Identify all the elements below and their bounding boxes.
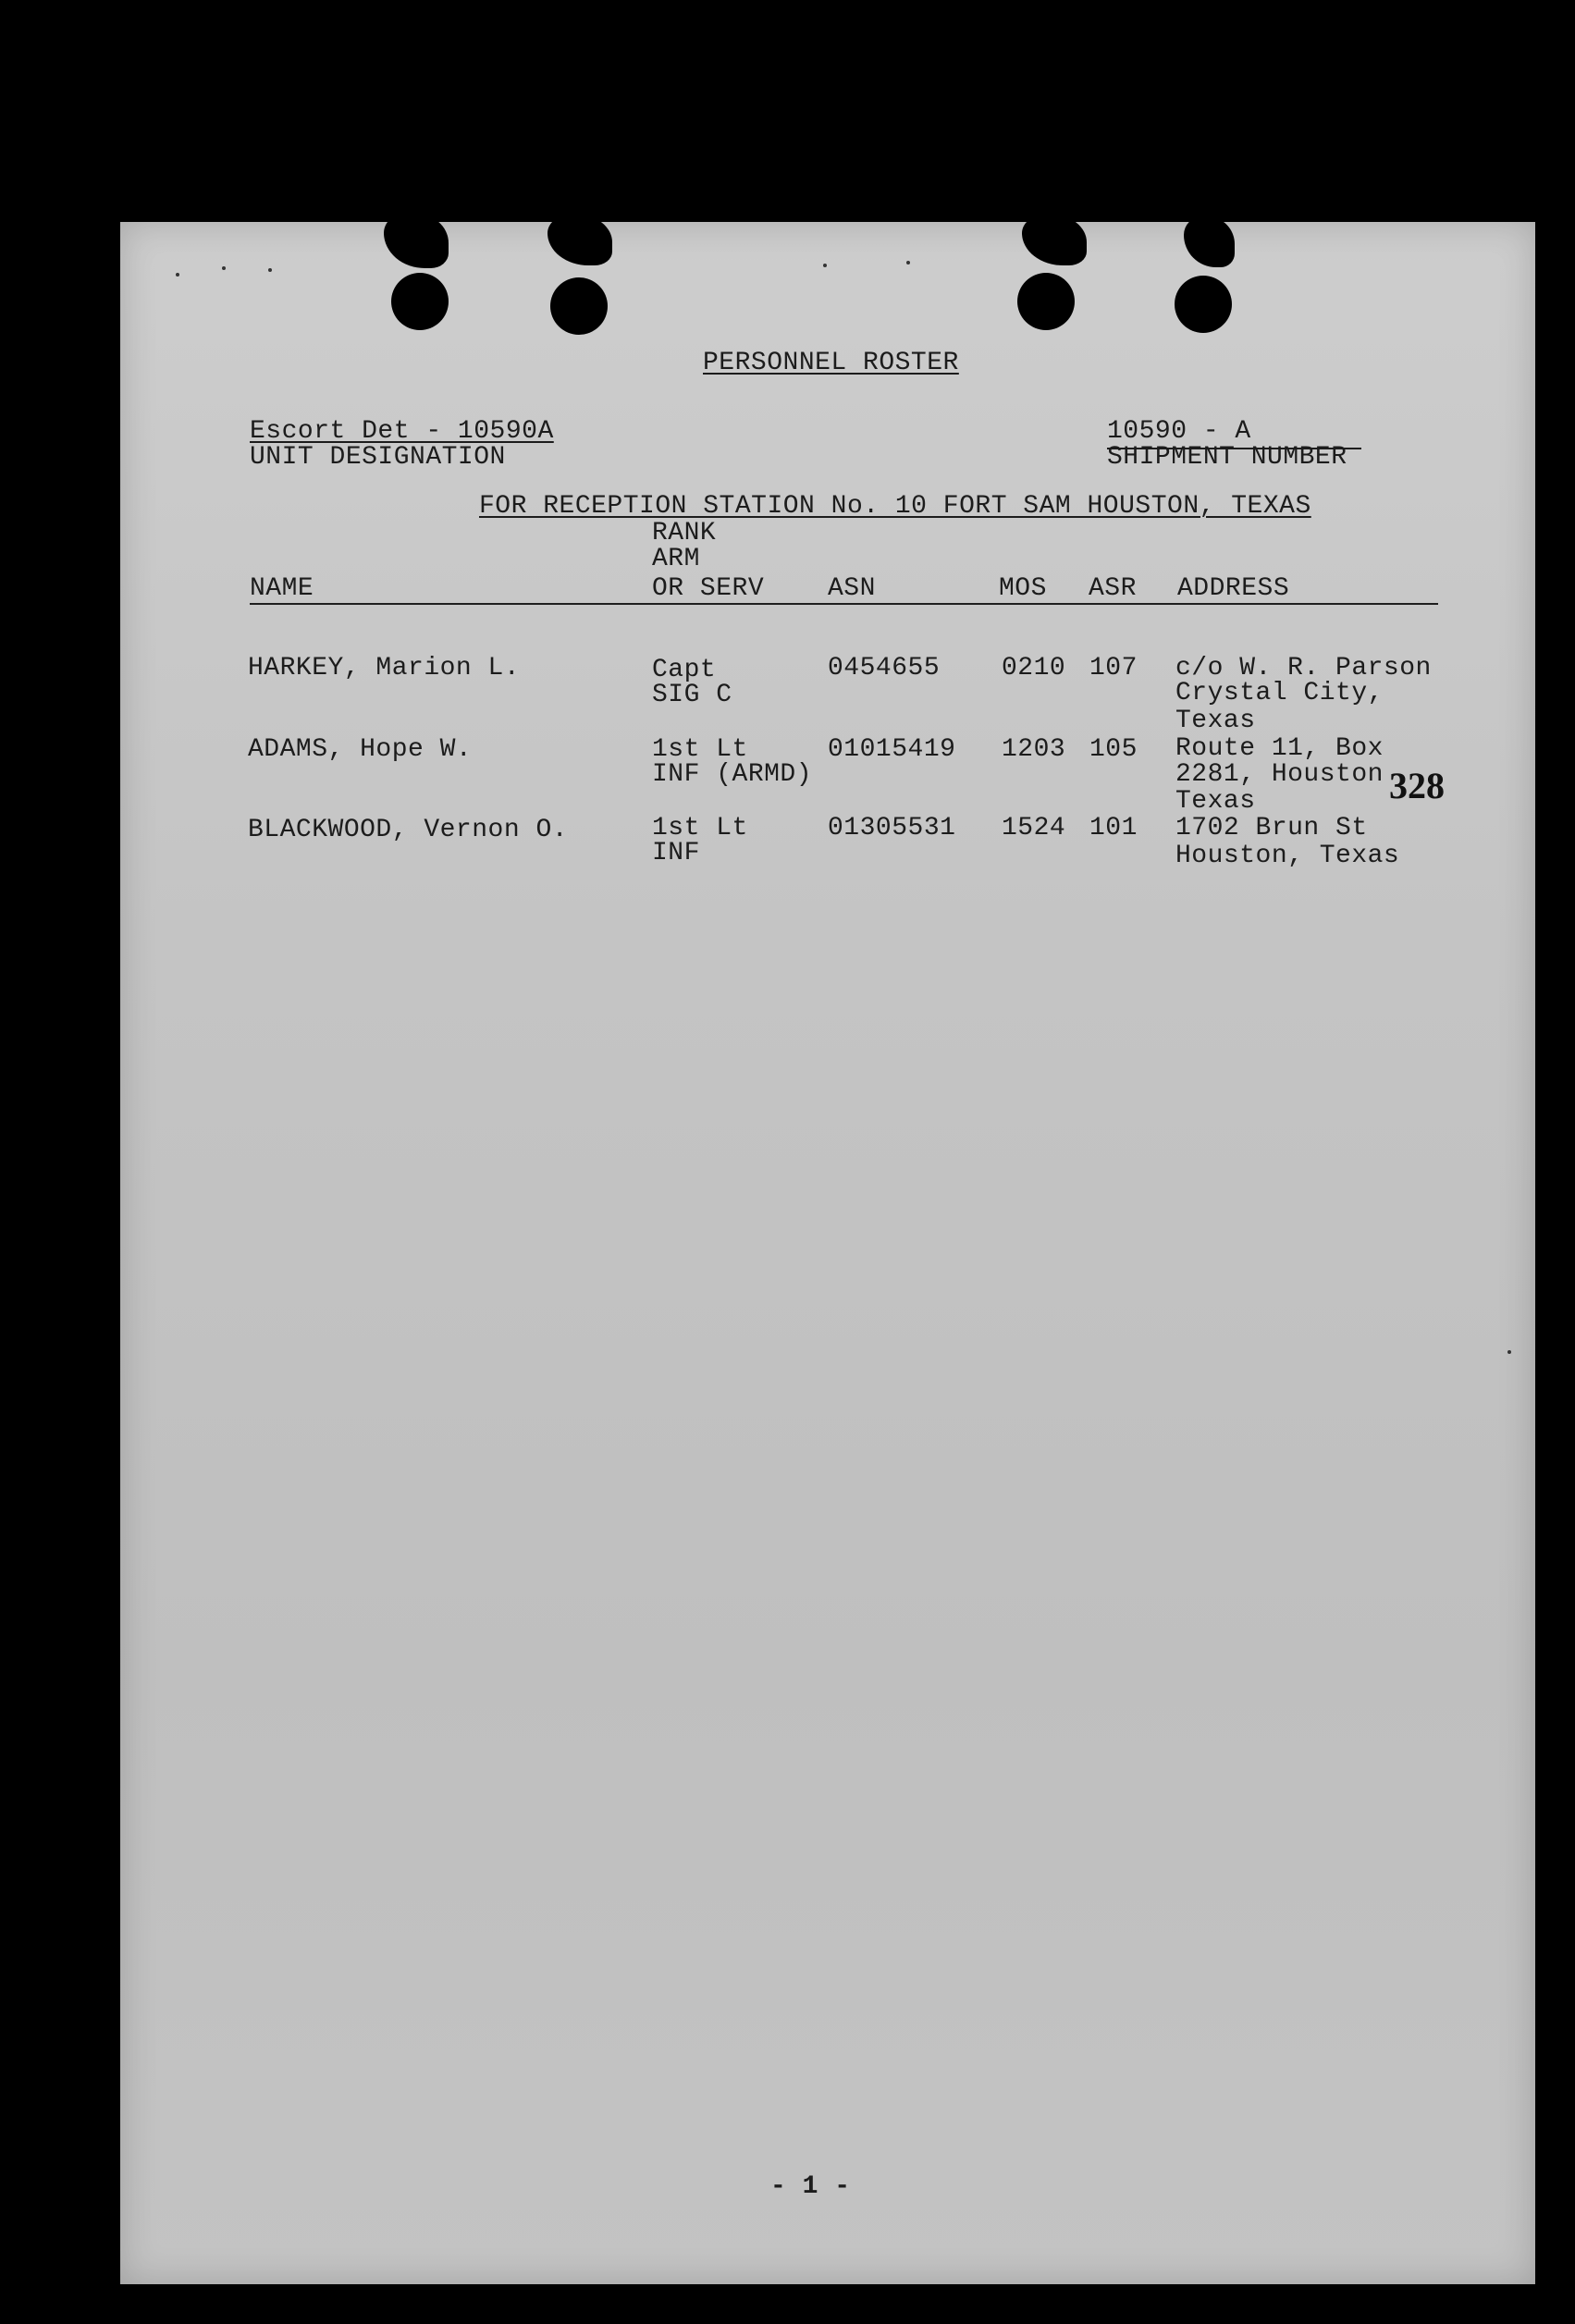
row-mos: 1524 [1002,814,1066,842]
page-number: - 1 - [770,2172,851,2201]
row-mos: 1203 [1002,735,1066,764]
shipment-number-value: 10590 - A [1107,417,1251,446]
row-name: BLACKWOOD, Vernon O. [248,816,569,844]
punch-hole-2 [550,277,608,335]
header-arm: ARM [652,545,700,573]
row-arm: INF [652,839,700,867]
ink-speck [222,266,226,270]
torn-paper-3 [1022,215,1087,265]
header-asr: ASR [1089,574,1137,603]
stamped-number: 328 [1389,765,1445,806]
row-address-line: Crystal City, [1175,679,1384,707]
ink-speck [1507,1350,1511,1354]
row-name: ADAMS, Hope W. [248,735,473,764]
shipment-number-label: SHIPMENT NUMBER [1107,443,1347,472]
ink-speck [268,268,272,272]
header-mos: MOS [999,574,1047,603]
row-asn: 0454655 [828,654,941,682]
torn-paper-4 [1184,216,1235,267]
row-address-line: Texas [1175,787,1256,816]
row-rank: 1st Lt [652,814,748,842]
row-rank: 1st Lt [652,735,748,764]
header-name: NAME [250,574,314,603]
row-mos: 0210 [1002,654,1066,682]
document-title: PERSONNEL ROSTER [703,349,959,377]
row-asn: 01305531 [828,814,956,842]
destination-line: FOR RECEPTION STATION No. 10 FORT SAM HOUSTON, TEXAS [479,492,1311,521]
header-asn: ASN [828,574,876,603]
row-arm: SIG C [652,681,732,709]
row-asr: 105 [1089,735,1138,764]
header-rank: RANK [652,519,717,547]
row-address-line: Houston, Texas [1175,842,1400,870]
row-asr: 101 [1089,814,1138,842]
row-asr: 107 [1089,654,1138,682]
row-address-line: Route 11, Box [1175,734,1384,763]
unit-designation-label: UNIT DESIGNATION [250,443,506,472]
ink-speck [176,273,179,277]
punch-hole-4 [1175,276,1232,333]
header-address: ADDRESS [1177,574,1290,603]
torn-paper-1 [384,213,449,268]
row-address-line: 1702 Brun St [1175,814,1368,842]
row-name: HARKEY, Marion L. [248,654,521,682]
torn-paper-2 [548,215,612,265]
punch-hole-3 [1017,273,1075,330]
ink-speck [823,264,827,267]
punch-hole-1 [391,273,449,330]
row-asn: 01015419 [828,735,956,764]
ink-speck [906,261,910,264]
header-underline [250,603,1438,605]
row-rank: Capt [652,656,717,684]
row-address-line: Texas [1175,707,1256,735]
row-arm: INF (ARMD) [652,760,813,789]
row-address-line: c/o W. R. Parson [1175,654,1432,682]
header-or-serv: OR SERV [652,574,765,603]
unit-designation-value: Escort Det - 10590A [250,417,554,446]
paper-sheet [120,222,1535,2284]
row-address-line: 2281, Houston [1175,760,1384,789]
